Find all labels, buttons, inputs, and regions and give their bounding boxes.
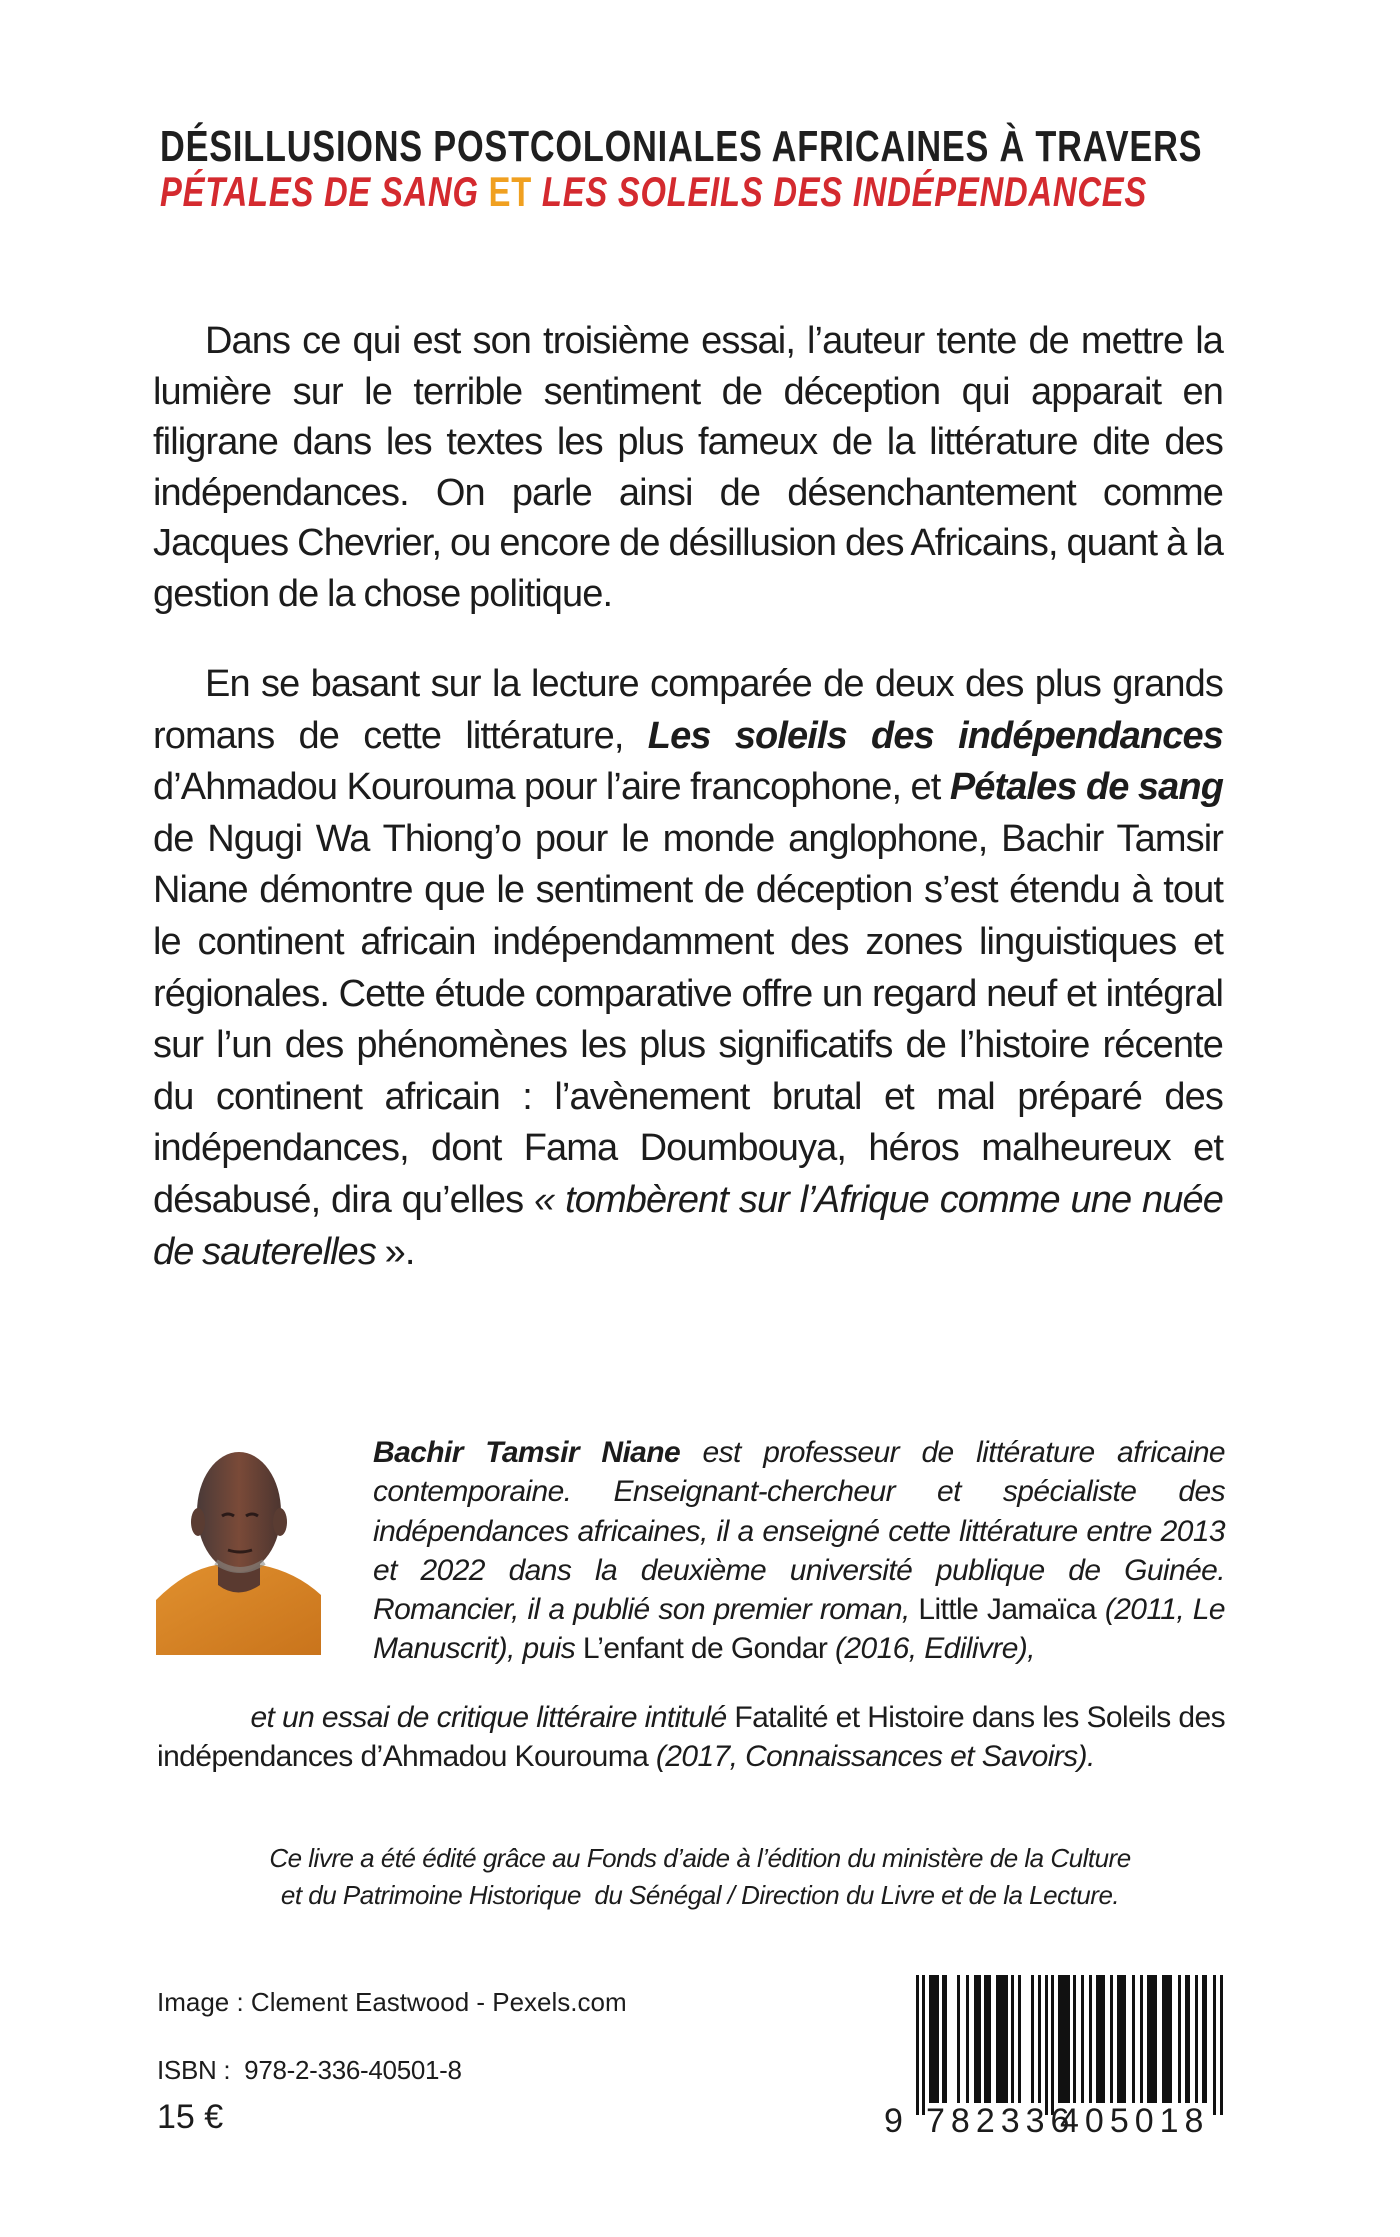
funding-line-1: Ce livre a été édité grâce au Fonds d’aide à l’édition du ministère de la Culture	[269, 1843, 1131, 1873]
bio-text: et un essai de critique littéraire intitulé	[250, 1701, 735, 1734]
funding-note	[200, 1840, 1200, 1914]
summary-paragraph-1-text: Dans ce qui est son troisième essai, l’auteur tente de mettre la lumière sur le terrible sentiment de déception qui apparait en filigrane dans les textes les plus fameux de la littérature dite des indépendances. On parle ainsi de désenchantement comme Jacques Chevrier, ou encore de désillusion des Africains, quant à la gestion de la chose politique.	[153, 320, 1223, 615]
barcode-group-1: 782336	[926, 2102, 1076, 2140]
subtitle-book1: PÉTALES DE SANG	[160, 168, 479, 215]
book-reference: Les soleils des indépendances	[647, 714, 1224, 757]
author-name: Bachir Tamsir Niane	[373, 1436, 681, 1469]
summary-text: de Ngugi Wa Thiong’o pour le monde anglophone, Bachir Tamsir Niane démontre que le sentiment de déception s’est étendu à tout le continent africain indépendamment des zones linguistiques et régionales. Cette étude comparative offre un regard neuf et intégral sur l’un des phénomènes les plus significatifs de l’histoire récente du continent africain : l’avènement brutal et mal préparé des indépendances, dont Fama Doumbouya, héros malheureux et désabusé, dira qu’elles	[153, 817, 1223, 1221]
summary-paragraph-2	[153, 659, 1223, 1278]
price: 15 €	[157, 2098, 224, 2136]
work-title: Little Jamaïca	[918, 1593, 1097, 1627]
isbn: ISBN : 978-2-336-40501-8	[157, 2055, 462, 2085]
work-title: indépendances d’Ahmadou Kourouma	[157, 1740, 649, 1774]
subtitle-book2: LES SOLEILS DES INDÉPENDANCES	[541, 168, 1148, 215]
barcode	[884, 1975, 1226, 2140]
bio-text: (2016, Edilivre),	[827, 1632, 1035, 1666]
bio-text: (2017, Connaissances et Savoirs).	[648, 1740, 1095, 1774]
author-bio-continued	[157, 1698, 1225, 1777]
image-credit: Image : Clement Eastwood - Pexels.com	[157, 1987, 627, 2017]
summary-text: ».	[376, 1230, 415, 1273]
bio-text: est professeur de littérature africaine contemporaine. Enseignant-chercheur et spécialiste des indépendances africaines, il a enseigné cette littérature entre 2013 et 2022 dans la deuxième université publique de Guinée. Romancier, il a publié son premier roman,	[373, 1436, 1225, 1627]
book-title: DÉSILLUSIONS POSTCOLONIALES AFRICAINES À TRAVERS	[160, 122, 1203, 171]
subtitle-connector: ET	[488, 168, 533, 215]
author-photo	[156, 1450, 321, 1655]
bio-text: (2011, Le Manuscrit), puis	[373, 1593, 1225, 1666]
book-reference: Pétales de sang	[949, 766, 1224, 809]
book-subtitle	[160, 168, 1147, 216]
funding-line-2: et du Patrimoine Historique du Sénégal / Direction du Livre et de la Lecture.	[280, 1880, 1120, 1910]
author-portrait-icon	[156, 1450, 321, 1655]
quotation: « tombèrent sur l’Afrique comme une nuée de sauterelles	[153, 1178, 1223, 1273]
barcode-lead-digit: 9	[884, 2102, 909, 2140]
summary-paragraph-1	[153, 316, 1223, 619]
work-title: L’enfant de Gondar	[582, 1632, 828, 1666]
barcode-group-2: 405018	[1060, 2102, 1210, 2140]
summary-text: d’Ahmadou Kourouma pour l’aire francophone, et	[153, 766, 950, 809]
summary-text: En se basant sur la lecture comparée de deux des plus grands romans de cette littérature,	[153, 663, 1223, 757]
work-title: Fatalité et Histoire dans les Soleils des	[734, 1701, 1225, 1734]
author-bio	[373, 1433, 1225, 1669]
